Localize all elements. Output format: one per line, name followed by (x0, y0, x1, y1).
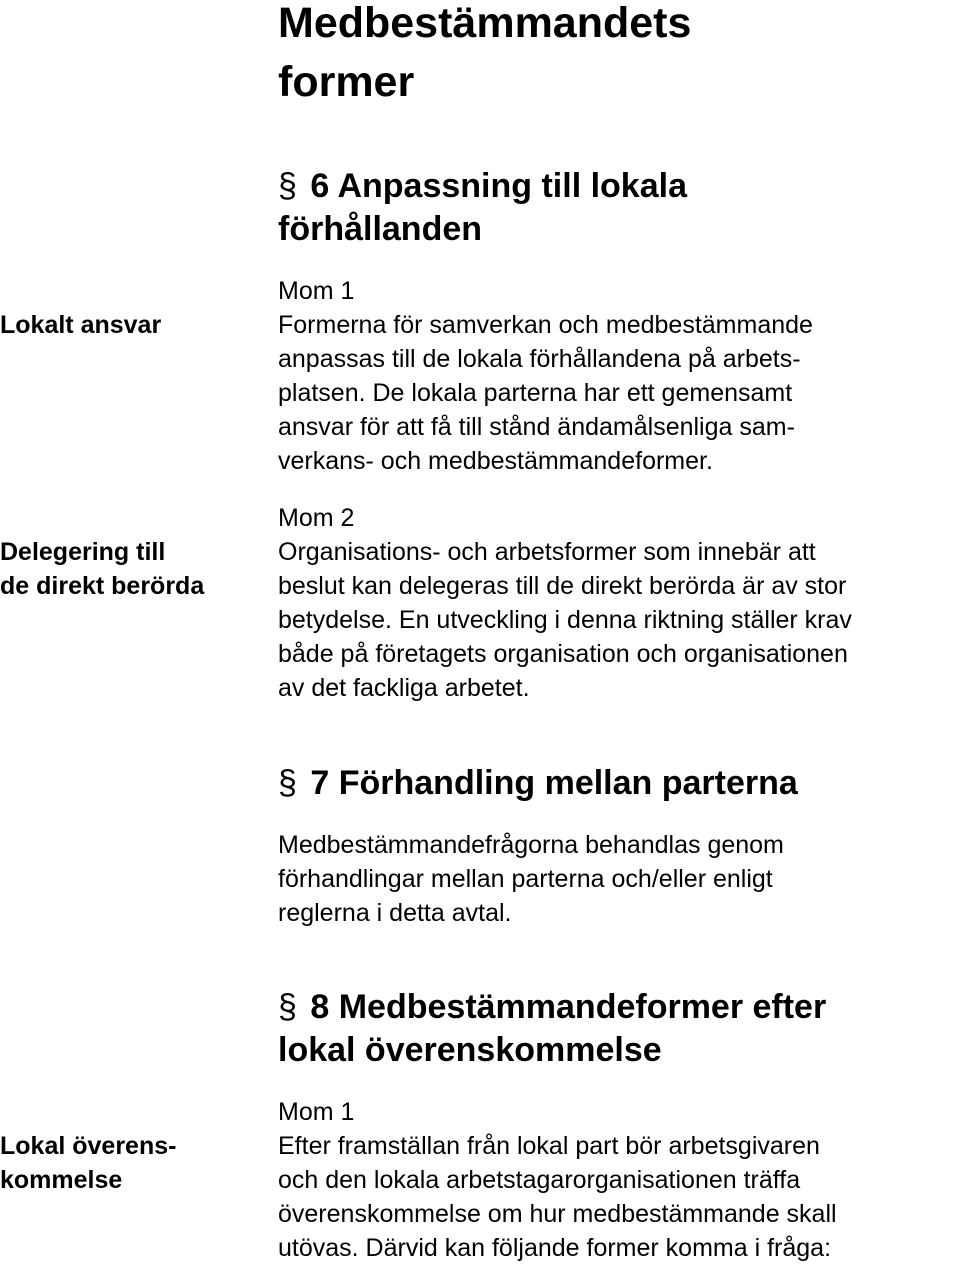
section-6-heading (278, 165, 687, 251)
section-sign: § (278, 167, 297, 205)
section-8-mom-1-text (278, 1129, 960, 1265)
paragraph-line: ansvar för att få till stånd ändamålsenliga sam- (278, 413, 795, 441)
section-6-mom-2-text (278, 535, 960, 705)
paragraph-line: Medbestämmandefrågorna behandlas genom (278, 831, 784, 859)
margin-note-line: Delegering till (0, 538, 166, 566)
paragraph-line: anpassas till de lokala förhållandena på arbets- (278, 345, 801, 373)
margin-note-delegering (0, 535, 260, 603)
paragraph-line: beslut kan delegeras till de direkt berörda är av stor (278, 572, 847, 600)
paragraph-line: överenskommelse om hur medbestämmande skall (278, 1200, 837, 1228)
section-8-heading (278, 986, 826, 1072)
section-7-heading (278, 762, 798, 805)
section-8-heading-line: lokal överenskommelse (278, 1031, 662, 1069)
paragraph-line: och den lokala arbetstagarorganisationen träffa (278, 1166, 801, 1194)
section-7-text (278, 828, 960, 930)
paragraph-line: utövas. Därvid kan följande former komma i fråga: (278, 1234, 832, 1262)
paragraph-line: verkans- och medbestämmandeformer. (278, 447, 713, 475)
title-line: Medbestämmandets (278, 0, 692, 47)
paragraph-line: reglerna i detta avtal. (278, 899, 512, 927)
section-8-heading-line: 8 Medbestämmandeformer efter (310, 988, 827, 1026)
document-title (278, 0, 948, 112)
paragraph-line: av det fackliga arbetet. (278, 674, 530, 702)
paragraph-line: Efter framställan från lokal part bör arbetsgivaren (278, 1132, 820, 1160)
paragraph-line: platsen. De lokala parterna har ett gemensamt (278, 379, 793, 407)
section-sign: § (278, 988, 297, 1026)
margin-note-line: Lokalt ansvar (0, 311, 162, 339)
paragraph-line: Formerna för samverkan och medbestämmande (278, 311, 813, 339)
section-7-heading-text: 7 Förhandling mellan parterna (310, 764, 798, 802)
margin-note-lokal-overenskommelse (0, 1129, 260, 1197)
paragraph-line: förhandlingar mellan parterna och/eller enligt (278, 865, 773, 893)
section-sign: § (278, 764, 297, 802)
title-line: former (278, 58, 415, 106)
margin-note-line: kommelse (0, 1166, 123, 1194)
section-8-mom-1-label: Mom 1 (278, 1098, 355, 1126)
section-6-heading-line: förhållanden (278, 210, 483, 248)
margin-note-line: de direkt berörda (0, 572, 205, 600)
section-6-mom-1-text (278, 308, 960, 478)
paragraph-line: Organisations- och arbetsformer som innebär att (278, 538, 816, 566)
section-6-mom-2-label: Mom 2 (278, 504, 355, 532)
margin-note-lokalt-ansvar (0, 308, 260, 342)
margin-note-line: Lokal överens- (0, 1132, 177, 1160)
section-6-heading-line: 6 Anpassning till lokala (310, 167, 687, 205)
section-6-mom-1-label: Mom 1 (278, 277, 355, 305)
paragraph-line: betydelse. En utveckling i denna riktning ställer krav (278, 606, 852, 634)
paragraph-line: både på företagets organisation och organisationen (278, 640, 848, 668)
